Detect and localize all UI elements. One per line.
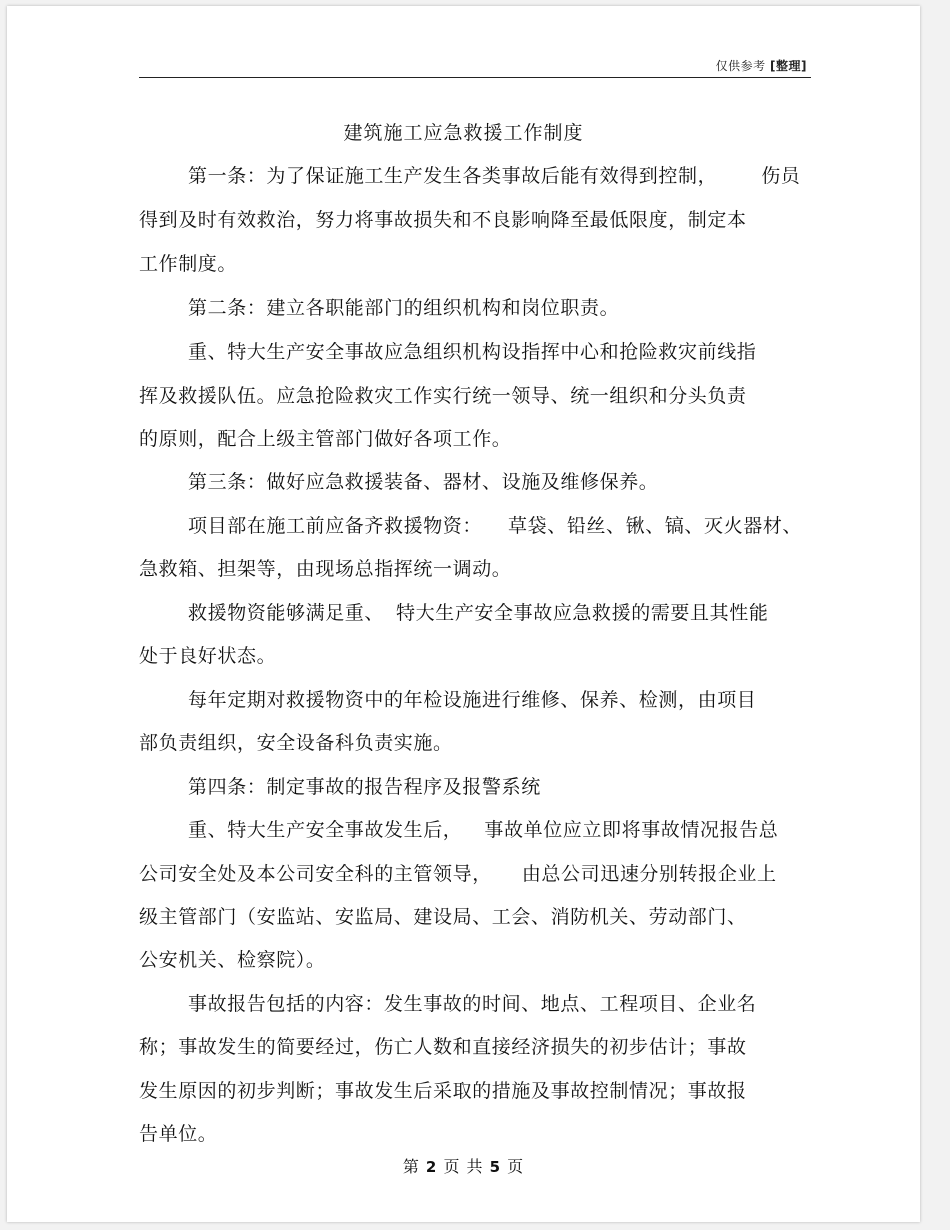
text-line: 第四条：制定事故的报告程序及报警系统 — [188, 776, 541, 798]
text-segment: 草袋、铅丝、锹、镐、灭火器材、 — [508, 515, 803, 537]
footer-middle: 页 共 — [443, 1157, 484, 1176]
page-footer — [7, 1154, 920, 1177]
text-segment: 救援物资能够满足重、 — [188, 602, 385, 624]
text-line: 级主管部门（安监站、安监局、建设局、工会、消防机关、劳动部门、 — [139, 906, 747, 928]
text-segment: 伤员 — [761, 165, 801, 187]
header-tag: [整理] — [770, 59, 807, 73]
text-line: 处于良好状态。 — [139, 645, 277, 667]
text-line: 告单位。 — [139, 1123, 218, 1145]
text-line — [139, 862, 777, 886]
total-page-count: 5 — [489, 1158, 502, 1176]
text-line: 公安机关、检察院）。 — [139, 949, 326, 971]
text-line — [188, 514, 802, 538]
text-line: 急救箱、担架等，由现场总指挥统一调动。 — [139, 558, 512, 580]
text-segment: 公司安全处及本公司安全科的主管领导， — [139, 863, 492, 885]
header-note: 仅供参考 — [715, 59, 766, 73]
text-segment: 事故单位应立即将事故情况报告总 — [484, 819, 779, 841]
text-line: 部负责组织，安全设备科负责实施。 — [139, 732, 453, 754]
text-line: 的原则，配合上级主管部门做好各项工作。 — [139, 428, 512, 450]
footer-prefix: 第 — [402, 1157, 420, 1176]
text-line: 第二条：建立各职能部门的组织机构和岗位职责。 — [188, 297, 620, 319]
text-line: 得到及时有效救治，努力将事故损失和不良影响降至最低限度，制定本 — [139, 209, 747, 231]
text-segment: 项目部在施工前应备齐救援物资： — [188, 515, 483, 537]
text-line: 第三条：做好应急救援装备、器材、设施及维修保养。 — [188, 471, 659, 493]
text-line: 发生原因的初步判断；事故发生后采取的措施及事故控制情况；事故报 — [139, 1080, 747, 1102]
text-segment: 第一条：为了保证施工生产发生各类事故后能有效得到控制， — [188, 165, 718, 187]
page-header — [716, 57, 807, 74]
current-page-number: 2 — [425, 1158, 438, 1176]
text-line — [188, 164, 800, 188]
text-line — [188, 601, 768, 625]
text-line: 称；事故发生的简要经过，伤亡人数和直接经济损失的初步估计；事故 — [139, 1036, 747, 1058]
text-segment: 由总公司迅速分别转报企业上 — [521, 863, 777, 885]
text-line: 事故报告包括的内容：发生事故的时间、地点、工程项目、企业名 — [188, 993, 757, 1015]
text-line: 工作制度。 — [139, 253, 238, 275]
document-title: 建筑施工应急救援工作制度 — [343, 122, 584, 144]
header-divider — [139, 77, 811, 78]
document-page — [7, 6, 920, 1222]
text-line: 挥及救援队伍。应急抢险救灾工作实行统一领导、统一组织和分头负责 — [139, 385, 747, 407]
text-line — [188, 818, 778, 842]
text-line: 每年定期对救援物资中的年检设施进行维修、保养、检测，由项目 — [188, 689, 757, 711]
footer-suffix: 页 — [507, 1157, 525, 1176]
text-segment: 特大生产安全事故应急救援的需要且其性能 — [396, 602, 769, 624]
text-segment: 重、特大生产安全事故发生后， — [188, 819, 463, 841]
text-line: 重、特大生产安全事故应急组织机构设指挥中心和抢险救灾前线指 — [188, 341, 757, 363]
